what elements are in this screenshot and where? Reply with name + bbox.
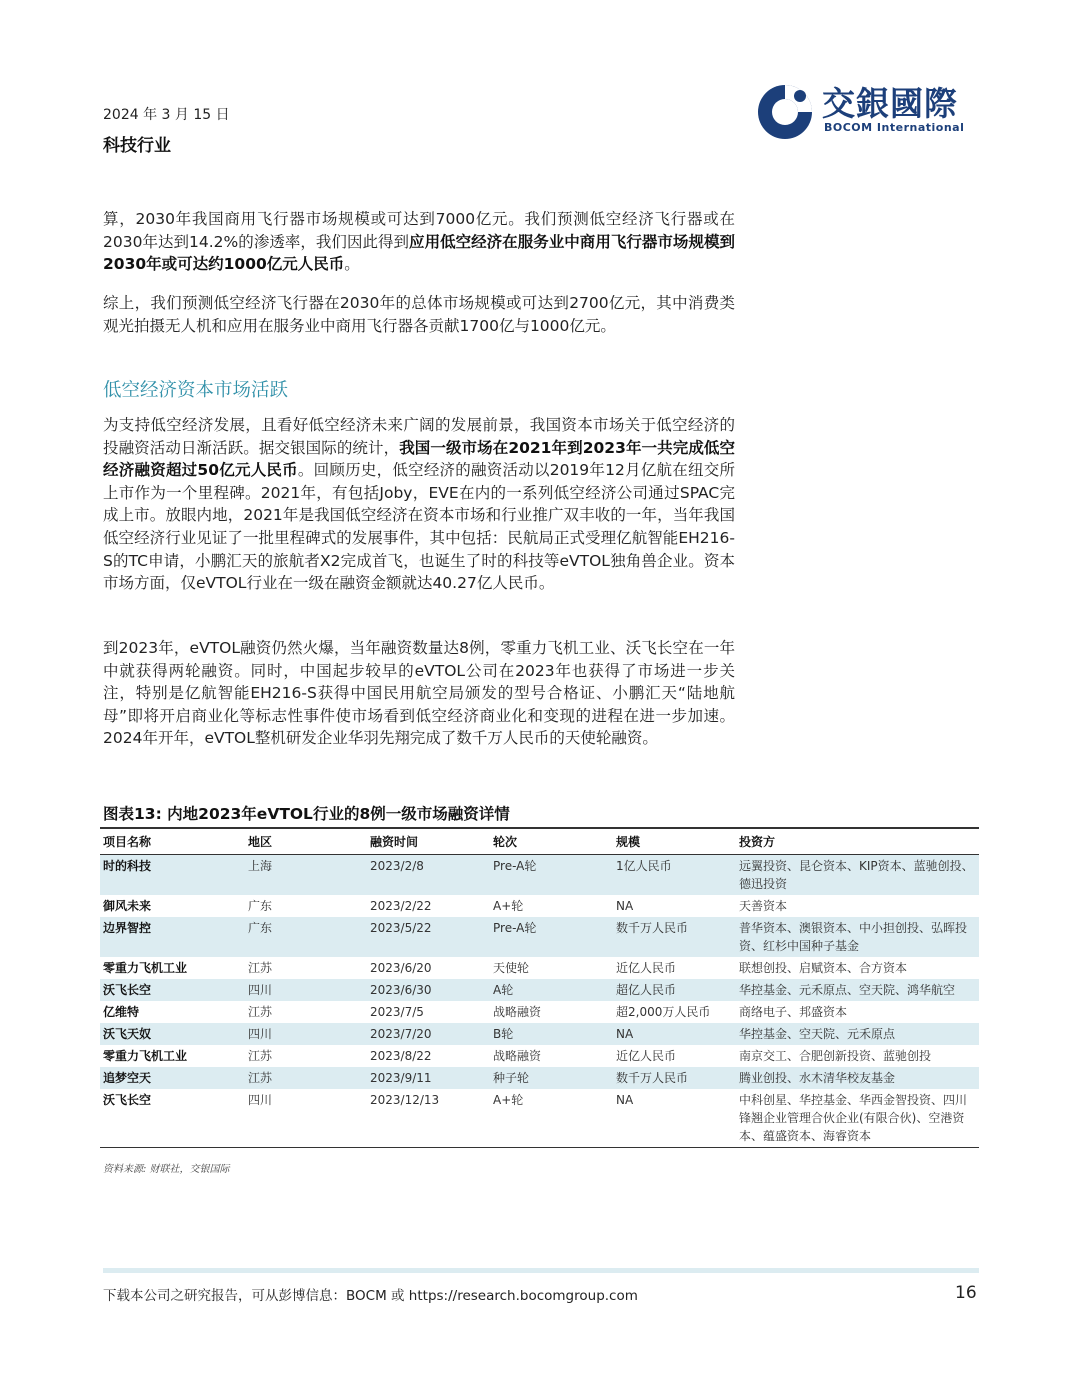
- table-row: [100, 957, 979, 979]
- cell-date: 2023/8/22: [370, 1049, 432, 1063]
- bold-text-segment: 应用低空经济在服务业中商用飞行器市场规模到2030年或可达约1000亿元人民币: [103, 232, 735, 274]
- cell-round: 种子轮: [490, 1067, 613, 1089]
- report-date: 2024 年 3 月 15 日: [103, 107, 230, 123]
- cell-round: A轮: [490, 979, 613, 1001]
- col-header-project: 项目名称: [100, 828, 245, 855]
- col-header-amount: 规模: [613, 828, 736, 855]
- cell-project: 亿维特: [103, 1005, 140, 1019]
- cell-amount: 超亿人民币: [613, 979, 736, 1001]
- cell-investors: 远翼投资、昆仑资本、KIP资本、蓝驰创投、德迅投资: [736, 855, 979, 896]
- table-row: [100, 1067, 979, 1089]
- cell-project: 零重力飞机工业: [103, 1049, 188, 1063]
- table-row: [100, 1023, 979, 1045]
- cell-amount: 近亿人民币: [616, 961, 677, 975]
- cell-investors: 联想创投、启赋资本、合方资本: [739, 961, 908, 975]
- cell-project: 沃飞长空: [100, 979, 245, 1001]
- figure-title: 图表13: 内地2023年eVTOL行业的8例一级市场融资详情: [103, 805, 510, 823]
- cell-date: 2023/7/5: [370, 1005, 424, 1019]
- page-number: 16: [955, 1283, 977, 1303]
- financing-table: [100, 827, 979, 1148]
- cell-investors: 华控基金、元禾原点、空天院、鸿华航空: [736, 979, 979, 1001]
- cell-project: 边界智控: [100, 917, 245, 957]
- cell-date: 2023/5/22: [367, 917, 490, 957]
- paragraph-capital-market: [103, 414, 735, 595]
- cell-region: 四川: [245, 979, 367, 1001]
- paragraph-market-size: [103, 208, 735, 276]
- table-row: [100, 855, 979, 896]
- cell-date: 2023/7/20: [367, 1023, 490, 1045]
- text-segment: 算，2030年我国商用飞行器市场规模或可达到7000亿元。我们预测低空经济飞行器或在2030年达到14.2%的渗透率，我们因此得到: [103, 210, 735, 251]
- text-segment: 为支持低空经济发展，且看好低空经济未来广阔的发展前景，我国资本市场关于低空经济的投融资活动日渐活跃。据交银国际的统计，: [103, 416, 735, 457]
- cell-investors: 天善资本: [739, 899, 788, 913]
- cell-project: 零重力飞机工业: [103, 961, 188, 975]
- text-segment: 到2023年，eVTOL融资仍然火爆，当年融资数量达8例，零重力飞机工业、沃飞长空在一年中就获得两轮融资。同时，中国起步较早的eVTOL公司在2023年也获得了市场进一步关注，特别是亿航智能EH216-S获得中国民用航空局颁发的型号合格证、小鹏汇天“陆地航母”即将开启商业化等标志性事件使市场看到低空经济商业化和变现的进程在进一步加速。2024年开年，eVTOL整机研发企业华羽先翔完成了数千万人民币的天使轮融资。: [103, 639, 735, 748]
- cell-investors: 中科创星、华控基金、华西金智投资、四川 锋翘企业管理合伙企业(有限合伙)、空港资本、蕴盛资本、海睿资本: [736, 1089, 979, 1148]
- cell-region: 四川: [245, 1089, 367, 1148]
- cell-amount: 近亿人民币: [616, 1049, 677, 1063]
- cell-round: 战略融资: [493, 1049, 542, 1063]
- text-segment: 。: [344, 255, 360, 274]
- col-header-region: 地区: [245, 828, 367, 855]
- cell-project: 时的科技: [100, 855, 245, 896]
- cell-region: 江苏: [248, 1049, 273, 1063]
- bold-text-segment: 我国一级市场在2021年到2023年一共完成低空经济融资超过50亿元人民币: [103, 438, 735, 480]
- cell-amount: 数千万人民币: [613, 1067, 736, 1089]
- industry-label: 科技行业: [103, 136, 171, 156]
- cell-region: 江苏: [248, 1005, 273, 1019]
- cell-amount: NA: [616, 899, 634, 913]
- cell-region: 上海: [245, 855, 367, 896]
- cell-investors: 南京交工、合肥创新投资、蓝驰创投: [739, 1049, 932, 1063]
- cell-round: A+轮: [490, 1089, 613, 1148]
- bocom-logo-icon: [752, 76, 818, 142]
- bocom-logo: [752, 76, 980, 142]
- cell-investors: 商络电子、邦盛资本: [739, 1005, 848, 1019]
- cell-region: 江苏: [248, 961, 273, 975]
- cell-round: 战略融资: [493, 1005, 542, 1019]
- col-header-round: 轮次: [490, 828, 613, 855]
- cell-investors: 腾业创投、水木清华校友基金: [736, 1067, 979, 1089]
- cell-amount: 1亿人民币: [613, 855, 736, 896]
- cell-region: 广东: [245, 917, 367, 957]
- cell-date: 2023/9/11: [367, 1067, 490, 1089]
- footer-download-note: 下载本公司之研究报告，可从彭博信息：BOCM 或 https://research.bocomgroup.com: [103, 1288, 638, 1304]
- cell-amount: NA: [613, 1023, 736, 1045]
- cell-date: 2023/12/13: [367, 1089, 490, 1148]
- table-row: [100, 979, 979, 1001]
- cell-project: 追梦空天: [100, 1067, 245, 1089]
- table-row: [100, 895, 979, 917]
- col-header-investors: 投资方: [736, 828, 979, 855]
- table-row: [100, 1089, 979, 1148]
- cell-round: A+轮: [493, 899, 524, 913]
- cell-round: Pre-A轮: [490, 855, 613, 896]
- paragraph-2023-financing: [103, 637, 735, 750]
- cell-date: 2023/6/20: [370, 961, 432, 975]
- cell-amount: 数千万人民币: [613, 917, 736, 957]
- cell-date: 2023/2/22: [370, 899, 432, 913]
- cell-round: B轮: [490, 1023, 613, 1045]
- cell-date: 2023/6/30: [367, 979, 490, 1001]
- cell-amount: NA: [613, 1089, 736, 1148]
- cell-round: Pre-A轮: [490, 917, 613, 957]
- cell-project: 沃飞天奴: [100, 1023, 245, 1045]
- cell-project: 沃飞长空: [100, 1089, 245, 1148]
- cell-round: 天使轮: [493, 961, 530, 975]
- cell-investors: 华控基金、空天院、元禾原点: [736, 1023, 979, 1045]
- cell-project: 御风未来: [103, 899, 152, 913]
- table-header-row: [100, 828, 979, 855]
- logo-english-text: BOCOM International: [824, 121, 965, 134]
- section-heading: 低空经济资本市场活跃: [103, 380, 289, 401]
- paragraph-summary: [103, 292, 735, 337]
- col-header-date: 融资时间: [367, 828, 490, 855]
- cell-investors: 普华资本、澳银资本、中小担创投、弘晖投资、红杉中国种子基金: [736, 917, 979, 957]
- table-row: [100, 1001, 979, 1023]
- footer-divider: [103, 1268, 979, 1273]
- text-segment: 。回顾历史，低空经济的融资活动以2019年12月亿航在纽交所上市作为一个里程碑。2021年，有包括Joby，EVE在内的一系列低空经济公司通过SPAC完成上市。放眼内地，2021年是我国低空经济在资本市场和行业推广双丰收的一年，当年我国低空经济行业见证了一批里程碑式的发展事件，其中包括：民航局正式受理亿航智能EH216-S的TC申请，小鹏汇天的旅航者X2完成首飞，也诞生了时的科技等eVTOL独角兽企业。资本市场方面，仅eVTOL行业在一级在融资金额就达40.27亿人民币。: [103, 461, 736, 593]
- table-row: [100, 1045, 979, 1067]
- logo-chinese-text: 交銀國際: [822, 84, 958, 123]
- cell-amount: 超2,000万人民币: [616, 1005, 711, 1019]
- cell-date: 2023/2/8: [367, 855, 490, 896]
- source-note: 资料来源: 财联社，交银国际: [103, 1164, 230, 1175]
- text-segment: 综上，我们预测低空经济飞行器在2030年的总体市场规模或可达到2700亿元，其中消费类观光拍摄无人机和应用在服务业中商用飞行器各贡献1700亿与1000亿元。: [103, 294, 735, 335]
- cell-region: 江苏: [245, 1067, 367, 1089]
- cell-region: 广东: [248, 899, 273, 913]
- table-body: [100, 855, 979, 1148]
- table-row: [100, 917, 979, 957]
- cell-region: 四川: [245, 1023, 367, 1045]
